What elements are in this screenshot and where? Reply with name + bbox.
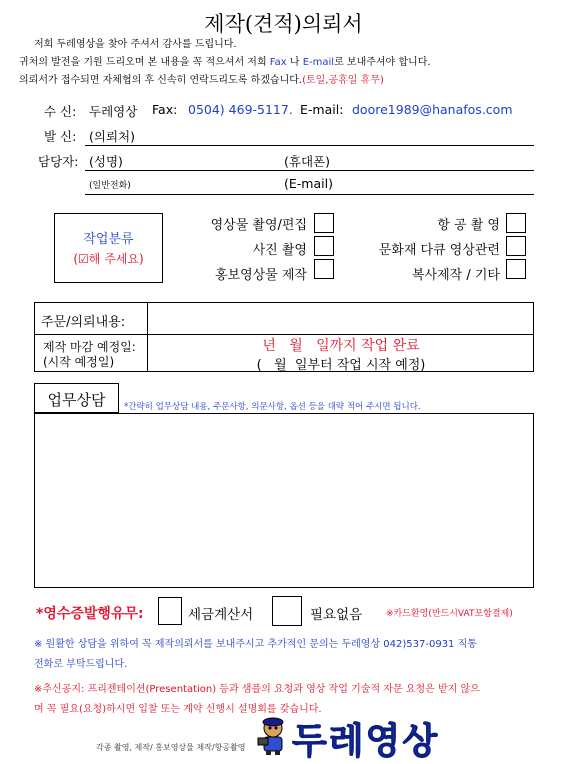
page-title: 제작(견적)의뢰서 — [204, 12, 363, 36]
card-note: ※카드환영(반드시VAT포함결제) — [386, 609, 513, 619]
intro-line-1: 저희 두레영상을 찾아 주셔서 감사를 드립니다. — [34, 39, 237, 50]
footer-services: 각종 촬영, 제작/ 홍보영상물 제작/항공촬영 — [96, 743, 246, 752]
intro-text: 로 보내주셔야 합니다. — [334, 57, 431, 68]
start-date-value[interactable]: ( 월 일부터 작업 시작 예정) — [256, 358, 426, 373]
work-checkbox-aerial[interactable] — [506, 213, 526, 233]
divider — [85, 145, 534, 146]
recipient-label: 수 신: — [44, 104, 77, 119]
work-checkbox-filming[interactable] — [314, 213, 334, 233]
email-label: E-mail: — [300, 102, 344, 117]
work-option-label: 항 공 촬 영 — [437, 218, 500, 233]
work-option-label: 영상물 촬영/편집 — [210, 218, 307, 233]
receipt-checkbox-tax-invoice[interactable] — [158, 597, 182, 625]
receipt-option-label: 세금계산서 — [188, 607, 254, 623]
notice-1-line-2: 전화로 부탁드립니다. — [34, 659, 128, 670]
work-category-title: 작업분류 — [83, 232, 134, 247]
order-content-field[interactable] — [155, 305, 527, 331]
work-checkbox-promo[interactable] — [314, 259, 334, 279]
deadline-value[interactable]: 년 월 일까지 작업 완료 — [262, 338, 420, 354]
divider — [85, 194, 534, 195]
notice-2-line-1: ※추신공지: 프리젠테이션(Presentation) 등과 샘플의 요청과 영상 작업 기술적 자문 요청은 받지 않으 — [34, 684, 480, 695]
work-category-hint: (☑해 주세요) — [73, 252, 144, 266]
fax-label: Fax: — [152, 102, 178, 117]
sender-label: 발 신: — [44, 129, 77, 144]
deadline-label: 제작 마감 예정일: — [43, 340, 136, 354]
consult-textarea[interactable] — [34, 413, 534, 588]
receipt-checkbox-not-needed[interactable] — [272, 596, 302, 626]
work-option-label: 홍보영상물 제작 — [214, 268, 307, 283]
contact-label: 담당자: — [38, 154, 79, 169]
notice-2-line-2: 며 꼭 필요(요청)하시면 입찰 또는 계약 신행시 설명회를 갖습니다. — [34, 704, 322, 715]
fax-word: Fax — [269, 57, 287, 68]
intro-line-3 — [19, 72, 384, 90]
work-checkbox-copy[interactable] — [506, 259, 526, 279]
work-category-box — [54, 213, 163, 283]
work-checkbox-photo[interactable] — [314, 236, 334, 256]
contact-email-field[interactable]: (E-mail) — [284, 176, 333, 191]
intro-text: 귀처의 발전을 기원 드리오며 본 내용을 꼭 적으셔서 저희 — [19, 57, 270, 68]
recipient-name: 두레영상 — [89, 104, 138, 119]
work-option-label: 복사제작 / 기타 — [412, 268, 500, 283]
company-logo-text: 두레영상 — [292, 721, 440, 762]
intro-line-2 — [19, 54, 431, 72]
work-option-label: 사진 촬영 — [252, 243, 307, 258]
receipt-option-label: 필요없음 — [310, 607, 363, 623]
holiday-note: (토일,공휴일 휴무) — [302, 75, 384, 86]
fax-number: 0504) 469-5117. — [188, 102, 293, 117]
start-date-label: (시작 예정일) — [43, 355, 115, 369]
contact-phone-field[interactable]: (일반전화) — [89, 181, 131, 191]
order-table — [34, 302, 534, 372]
mascot-icon — [256, 716, 290, 756]
sender-value[interactable]: (의뢰처) — [89, 129, 135, 144]
consult-title-box — [34, 383, 119, 413]
work-option-label: 문화재 다큐 영상관련 — [378, 243, 500, 258]
email-address[interactable]: doore1989@hanafos.com — [352, 102, 513, 117]
intro-text: 나 — [286, 57, 303, 68]
intro-text: 의뢰서가 접수되면 자체협의 후 신속히 연락드리도록 하겠습니다. — [19, 75, 303, 86]
divider — [85, 170, 534, 171]
order-label: 주문/의뢰내용: — [41, 315, 126, 330]
email-word: E-mail — [302, 57, 335, 68]
contact-mobile-field[interactable]: (휴대폰) — [284, 154, 330, 169]
contact-name-field[interactable]: (성명) — [89, 154, 123, 169]
consult-title: 업무상담 — [47, 391, 106, 409]
work-checkbox-heritage[interactable] — [506, 236, 526, 256]
consult-hint: *간략히 업무상담 내용, 주문사항, 의문사항, 옵션 등을 대략 적어 주시면 됩니다. — [124, 402, 421, 412]
notice-1-line-1: ※ 원활한 상담을 위하여 꼭 제작의뢰서를 보내주시고 추가적인 문의는 두레영상 042)537-0931 직통 — [34, 639, 477, 650]
receipt-label: *영수증발행유무: — [36, 606, 144, 622]
